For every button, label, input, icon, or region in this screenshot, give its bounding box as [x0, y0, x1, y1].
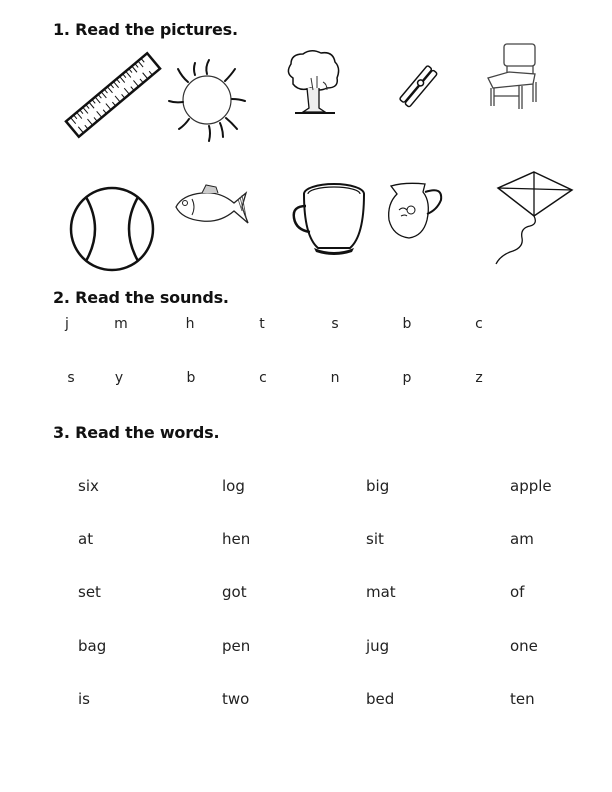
- kite-icon: [488, 168, 578, 268]
- sound-letter: b: [186, 370, 196, 386]
- word: mat: [366, 583, 396, 601]
- word: six: [78, 477, 99, 495]
- sound-letter: h: [185, 316, 195, 332]
- fish-icon: [172, 183, 252, 231]
- sound-letter: n: [330, 370, 340, 386]
- ball-icon: [68, 185, 156, 273]
- cup-picture: [290, 180, 370, 260]
- word: pen: [222, 637, 251, 655]
- word: two: [222, 690, 250, 708]
- sound-letter: c: [259, 370, 267, 386]
- section-1-heading: 1. Read the pictures.: [53, 20, 238, 39]
- sound-letter: m: [114, 316, 128, 332]
- word: log: [222, 477, 245, 495]
- ruler-icon: [58, 45, 168, 145]
- chair-picture: [483, 42, 543, 112]
- word: is: [78, 690, 90, 708]
- word: apple: [510, 477, 552, 495]
- word: hen: [222, 530, 251, 548]
- word: sit: [366, 530, 384, 548]
- kite-picture: [488, 168, 578, 268]
- sound-letter: c: [475, 316, 483, 332]
- tree-icon: [283, 48, 343, 118]
- peg-picture: [396, 64, 441, 109]
- jug-picture: [385, 180, 450, 242]
- cup-icon: [290, 180, 370, 260]
- word: at: [78, 530, 94, 548]
- sound-letter: j: [65, 316, 69, 332]
- sound-letter: t: [259, 316, 265, 332]
- word: am: [510, 530, 534, 548]
- section-2-heading: 2. Read the sounds.: [53, 288, 229, 307]
- word: bag: [78, 637, 107, 655]
- word: one: [510, 637, 538, 655]
- sun-icon: [165, 55, 250, 145]
- sound-letter: y: [114, 370, 124, 386]
- ruler-picture: [58, 45, 168, 145]
- word: jug: [366, 637, 390, 655]
- word: set: [78, 583, 101, 601]
- word: of: [510, 583, 525, 601]
- ball-picture: [68, 185, 156, 273]
- sun-picture: [165, 55, 250, 145]
- chair-icon: [483, 42, 543, 112]
- sound-letter: z: [475, 370, 483, 386]
- sound-letter: s: [331, 316, 339, 332]
- sound-letter: s: [67, 370, 75, 386]
- word: ten: [510, 690, 535, 708]
- word: bed: [366, 690, 395, 708]
- jug-icon: [385, 180, 450, 242]
- peg-icon: [396, 64, 441, 109]
- tree-picture: [283, 48, 343, 118]
- sound-letter: b: [402, 316, 412, 332]
- word: got: [222, 583, 247, 601]
- word: big: [366, 477, 390, 495]
- sound-letter: p: [402, 370, 412, 386]
- section-3-heading: 3. Read the words.: [53, 423, 220, 442]
- fish-picture: [172, 183, 252, 231]
